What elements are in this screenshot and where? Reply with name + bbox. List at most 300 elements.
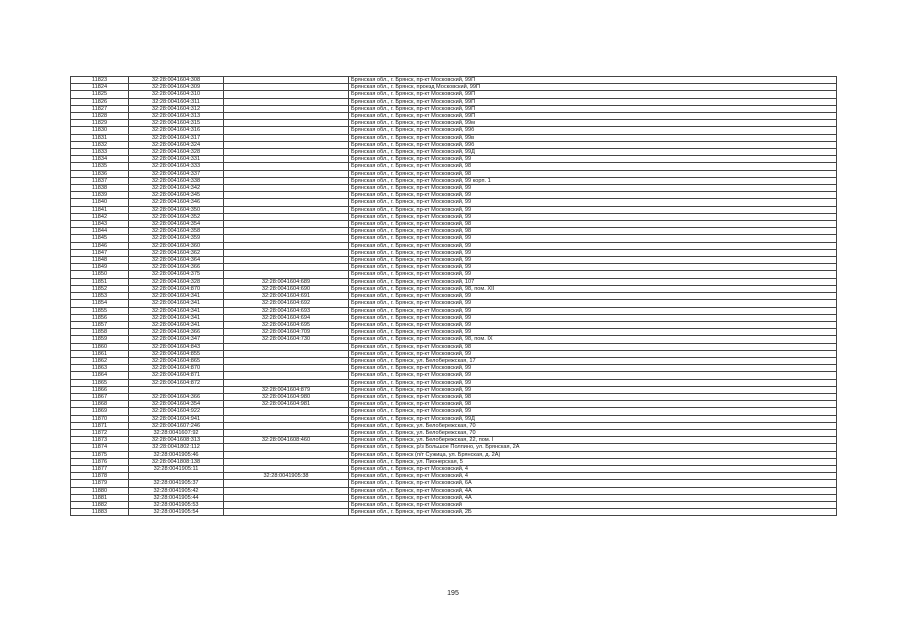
- table-row: [71, 264, 837, 271]
- linked-cadastral-number-cell: 32:28:0041604:879: [224, 386, 349, 393]
- cadastral-number-cell: 32:28:0041604:328: [129, 149, 224, 156]
- linked-cadastral-number-cell: [224, 451, 349, 458]
- cadastral-number-cell: 32:28:0041905:44: [129, 494, 224, 501]
- address-cell: Брянская обл., г. Брянск, пр-кт Московский, 99: [349, 264, 837, 271]
- linked-cadastral-number-cell: 32:28:0041604:709: [224, 329, 349, 336]
- cadastral-number-cell: 32:28:0041604:337: [129, 170, 224, 177]
- cadastral-number-cell: 32:28:0041604:872: [129, 379, 224, 386]
- table-row: [71, 278, 837, 285]
- table-row: [71, 177, 837, 184]
- cadastral-number-cell: 32:28:0041604:316: [129, 127, 224, 134]
- cadastral-number-cell: 32:28:0041905:37: [129, 480, 224, 487]
- cadastral-number-cell: [129, 473, 224, 480]
- linked-cadastral-number-cell: [224, 465, 349, 472]
- cadastral-number-cell: 32:28:0041604:941: [129, 415, 224, 422]
- cadastral-number-cell: 32:28:0041604:313: [129, 113, 224, 120]
- address-cell: Брянская обл., г. Брянск, пр-кт Московский, 99: [349, 185, 837, 192]
- table-row: [71, 473, 837, 480]
- row-number-cell: 11859: [71, 336, 129, 343]
- row-number-cell: 11852: [71, 285, 129, 292]
- table-row: [71, 228, 837, 235]
- table-row: [71, 91, 837, 98]
- cadastral-number-cell: 32:28:0041604:338: [129, 177, 224, 184]
- row-number-cell: 11872: [71, 429, 129, 436]
- table-row: [71, 257, 837, 264]
- cadastral-number-cell: 32:28:0041604:310: [129, 91, 224, 98]
- linked-cadastral-number-cell: 32:28:0041608:460: [224, 437, 349, 444]
- table-row: [71, 192, 837, 199]
- linked-cadastral-number-cell: 32:28:0041604:981: [224, 401, 349, 408]
- address-cell: Брянская обл., г. Брянск, пр-кт Московский, 99: [349, 350, 837, 357]
- cadastral-number-cell: 32:28:0041604:360: [129, 242, 224, 249]
- row-number-cell: 11881: [71, 494, 129, 501]
- table-row: [71, 113, 837, 120]
- linked-cadastral-number-cell: [224, 221, 349, 228]
- row-number-cell: 11878: [71, 473, 129, 480]
- address-cell: Брянская обл., г. Брянск, пр-кт Московский, 99: [349, 242, 837, 249]
- address-cell: Брянская обл., г. Брянск, ул. Пионерская, 5: [349, 458, 837, 465]
- address-cell: Брянская обл., г. Брянск, пр-кт Московский, 99: [349, 249, 837, 256]
- address-cell: Брянская обл., г. Брянск (п/т Сужица, ул. Брянская, д. 2А): [349, 451, 837, 458]
- table-row: [71, 185, 837, 192]
- row-number-cell: 11865: [71, 379, 129, 386]
- table-row: [71, 206, 837, 213]
- linked-cadastral-number-cell: [224, 429, 349, 436]
- row-number-cell: 11847: [71, 249, 129, 256]
- row-number-cell: 11874: [71, 444, 129, 451]
- address-cell: Брянская обл., г. Брянск, пр-кт Московский, 99: [349, 408, 837, 415]
- linked-cadastral-number-cell: [224, 91, 349, 98]
- row-number-cell: 11828: [71, 113, 129, 120]
- cadastral-number-cell: 32:28:0041604:359: [129, 235, 224, 242]
- row-number-cell: 11833: [71, 149, 129, 156]
- linked-cadastral-number-cell: 32:28:0041604:689: [224, 278, 349, 285]
- linked-cadastral-number-cell: [224, 235, 349, 242]
- row-number-cell: 11876: [71, 458, 129, 465]
- row-number-cell: 11868: [71, 401, 129, 408]
- linked-cadastral-number-cell: [224, 192, 349, 199]
- linked-cadastral-number-cell: [224, 480, 349, 487]
- table-row: [71, 149, 837, 156]
- cadastral-number-cell: 32:28:0041808:138: [129, 458, 224, 465]
- table-row: [71, 509, 837, 516]
- linked-cadastral-number-cell: 32:28:0041604:691: [224, 293, 349, 300]
- row-number-cell: 11831: [71, 134, 129, 141]
- cadastral-table: [70, 76, 837, 516]
- linked-cadastral-number-cell: 32:28:0041604:693: [224, 307, 349, 314]
- linked-cadastral-number-cell: [224, 113, 349, 120]
- address-cell: Брянская обл., г. Брянск, пр-кт Московский, 99б: [349, 141, 837, 148]
- cadastral-number-cell: 32:28:0041604:308: [129, 77, 224, 84]
- address-cell: Брянская обл., г. Брянск, пр-кт Московский, 107: [349, 278, 837, 285]
- row-number-cell: 11840: [71, 199, 129, 206]
- cadastral-number-cell: 32:28:0041604:366: [129, 264, 224, 271]
- address-cell: Брянская обл., г. Брянск, пр-кт Московский, 98: [349, 393, 837, 400]
- linked-cadastral-number-cell: 32:28:0041604:690: [224, 285, 349, 292]
- cadastral-number-cell: 32:28:0041604:341: [129, 293, 224, 300]
- table-row: [71, 285, 837, 292]
- row-number-cell: 11836: [71, 170, 129, 177]
- cadastral-number-cell: 32:28:0041604:346: [129, 199, 224, 206]
- cadastral-number-cell: 32:28:0041604:375: [129, 271, 224, 278]
- table-row: [71, 458, 837, 465]
- row-number-cell: 11860: [71, 343, 129, 350]
- linked-cadastral-number-cell: [224, 357, 349, 364]
- table-row: [71, 444, 837, 451]
- linked-cadastral-number-cell: [224, 120, 349, 127]
- table-row: [71, 501, 837, 508]
- table-row: [71, 329, 837, 336]
- table-row: [71, 451, 837, 458]
- address-cell: Брянская обл., г. Брянск, пр-кт Московский, 98: [349, 228, 837, 235]
- linked-cadastral-number-cell: [224, 170, 349, 177]
- address-cell: Брянская обл., г. Брянск, пр-кт Московский, 99: [349, 257, 837, 264]
- row-number-cell: 11862: [71, 357, 129, 364]
- address-cell: Брянская обл., г. Брянск, пр-кт Московский, 99б: [349, 127, 837, 134]
- table-row: [71, 77, 837, 84]
- cadastral-number-cell: 32:28:0041604:312: [129, 105, 224, 112]
- row-number-cell: 11832: [71, 141, 129, 148]
- cadastral-number-cell: 32:28:0041604:354: [129, 221, 224, 228]
- address-cell: Брянская обл., г. Брянск, пр-кт Московский, 99: [349, 293, 837, 300]
- address-cell: Брянская обл., г. Брянск, пр-кт Московский, 4: [349, 465, 837, 472]
- row-number-cell: 11838: [71, 185, 129, 192]
- cadastral-number-cell: 32:28:0041604:366: [129, 393, 224, 400]
- table-row: [71, 350, 837, 357]
- cadastral-number-cell: 32:28:0041604:333: [129, 163, 224, 170]
- address-cell: Брянская обл., г. Брянск, ул. Белобережская, 70: [349, 429, 837, 436]
- linked-cadastral-number-cell: [224, 177, 349, 184]
- address-cell: Брянская обл., г. Брянск, пр-кт Московский, 4: [349, 473, 837, 480]
- linked-cadastral-number-cell: [224, 249, 349, 256]
- linked-cadastral-number-cell: [224, 185, 349, 192]
- cadastral-number-cell: 32:28:0041604:922: [129, 408, 224, 415]
- row-number-cell: 11873: [71, 437, 129, 444]
- address-cell: Брянская обл., г. Брянск, пр-кт Московский, 99 корп. 1: [349, 177, 837, 184]
- cadastral-number-cell: 32:28:0041604:341: [129, 314, 224, 321]
- table-row: [71, 401, 837, 408]
- linked-cadastral-number-cell: [224, 501, 349, 508]
- table-row: [71, 242, 837, 249]
- cadastral-number-cell: 32:28:0041604:871: [129, 372, 224, 379]
- row-number-cell: 11850: [71, 271, 129, 278]
- cadastral-number-cell: 32:28:0041604:855: [129, 350, 224, 357]
- row-number-cell: 11848: [71, 257, 129, 264]
- table-row: [71, 199, 837, 206]
- row-number-cell: 11858: [71, 329, 129, 336]
- linked-cadastral-number-cell: [224, 156, 349, 163]
- table-row: [71, 415, 837, 422]
- cadastral-number-cell: 32:28:0041604:341: [129, 321, 224, 328]
- cadastral-number-cell: 32:28:0041604:324: [129, 141, 224, 148]
- address-cell: Брянская обл., г. Брянск, пр-кт Московский, 2Б: [349, 509, 837, 516]
- table-row: [71, 437, 837, 444]
- cadastral-number-cell: 32:28:0041604:843: [129, 343, 224, 350]
- address-cell: Брянская обл., г. Брянск, пр-кт Московский, 99: [349, 206, 837, 213]
- address-cell: Брянская обл., г. Брянск, пр-кт Московский, 99: [349, 199, 837, 206]
- page-number: 195: [447, 590, 459, 597]
- cadastral-number-cell: [129, 386, 224, 393]
- table-row: [71, 422, 837, 429]
- linked-cadastral-number-cell: 32:28:0041604:730: [224, 336, 349, 343]
- row-number-cell: 11843: [71, 221, 129, 228]
- cadastral-number-cell: 32:28:0041905:53: [129, 501, 224, 508]
- address-cell: Брянская обл., г. Брянск, пр-кт Московский, 4А: [349, 487, 837, 494]
- linked-cadastral-number-cell: [224, 199, 349, 206]
- address-cell: Брянская обл., г. Брянск, пр-кт Московский, 99: [349, 386, 837, 393]
- linked-cadastral-number-cell: [224, 494, 349, 501]
- address-cell: Брянская обл., г. Брянск, пр-кт Московский, 4А: [349, 494, 837, 501]
- linked-cadastral-number-cell: [224, 242, 349, 249]
- table-row: [71, 357, 837, 364]
- linked-cadastral-number-cell: [224, 127, 349, 134]
- row-number-cell: 11870: [71, 415, 129, 422]
- cadastral-number-cell: 32:28:0041604:350: [129, 206, 224, 213]
- table-row: [71, 84, 837, 91]
- cadastral-number-cell: 32:28:0041604:870: [129, 285, 224, 292]
- address-cell: Брянская обл., г. Брянск, пр-кт Московский, 98, пом. XII: [349, 285, 837, 292]
- address-cell: Брянская обл., г. Брянск, ул. Белобережская, 17: [349, 357, 837, 364]
- address-cell: Брянская обл., г. Брянск, пр-кт Московский, 99: [349, 235, 837, 242]
- row-number-cell: 11882: [71, 501, 129, 508]
- linked-cadastral-number-cell: 32:28:0041604:695: [224, 321, 349, 328]
- table-row: [71, 307, 837, 314]
- address-cell: Брянская обл., г. Брянск, пр-кт Московский, 99: [349, 307, 837, 314]
- table-row: [71, 379, 837, 386]
- linked-cadastral-number-cell: [224, 458, 349, 465]
- address-cell: Брянская обл., г. Брянск, пр-кт Московский, 98, пом. IX: [349, 336, 837, 343]
- cadastral-number-cell: 32:28:0041604:358: [129, 228, 224, 235]
- row-number-cell: 11883: [71, 509, 129, 516]
- linked-cadastral-number-cell: [224, 372, 349, 379]
- address-cell: Брянская обл., г. Брянск, пр-кт Московский, 99: [349, 271, 837, 278]
- linked-cadastral-number-cell: [224, 149, 349, 156]
- row-number-cell: 11846: [71, 242, 129, 249]
- cadastral-number-cell: 32:28:0041604:362: [129, 249, 224, 256]
- linked-cadastral-number-cell: [224, 365, 349, 372]
- row-number-cell: 11863: [71, 365, 129, 372]
- row-number-cell: 11857: [71, 321, 129, 328]
- table-row: [71, 221, 837, 228]
- row-number-cell: 11844: [71, 228, 129, 235]
- linked-cadastral-number-cell: 32:28:0041905:38: [224, 473, 349, 480]
- cadastral-number-cell: 32:28:0041604:317: [129, 134, 224, 141]
- row-number-cell: 11849: [71, 264, 129, 271]
- linked-cadastral-number-cell: [224, 213, 349, 220]
- address-cell: Брянская обл., г. Брянск, пр-кт Московский, 98: [349, 221, 837, 228]
- cadastral-number-cell: 32:28:0041604:354: [129, 401, 224, 408]
- cadastral-number-cell: 32:28:0041604:345: [129, 192, 224, 199]
- row-number-cell: 11845: [71, 235, 129, 242]
- linked-cadastral-number-cell: [224, 350, 349, 357]
- linked-cadastral-number-cell: [224, 379, 349, 386]
- table-row: [71, 134, 837, 141]
- address-cell: Брянская обл., г. Брянск, пр-кт Московский, 99Д: [349, 149, 837, 156]
- cadastral-number-cell: 32:28:0041604:341: [129, 307, 224, 314]
- table-row: [71, 271, 837, 278]
- table-row: [71, 429, 837, 436]
- address-cell: Брянская обл., г. Брянск, пр-кт Московский, 99П: [349, 98, 837, 105]
- row-number-cell: 11877: [71, 465, 129, 472]
- table-row: [71, 300, 837, 307]
- linked-cadastral-number-cell: [224, 264, 349, 271]
- table-row: [71, 249, 837, 256]
- linked-cadastral-number-cell: [224, 77, 349, 84]
- cadastral-number-cell: 32:28:0041604:309: [129, 84, 224, 91]
- linked-cadastral-number-cell: 32:28:0041604:980: [224, 393, 349, 400]
- linked-cadastral-number-cell: [224, 343, 349, 350]
- address-cell: Брянская обл., г. Брянск, пр-кт Московский, 98: [349, 163, 837, 170]
- table-row: [71, 314, 837, 321]
- linked-cadastral-number-cell: [224, 98, 349, 105]
- cadastral-number-cell: 32:28:0041608:313: [129, 437, 224, 444]
- address-cell: Брянская обл., г. Брянск, пр-кт Московский, 99: [349, 314, 837, 321]
- address-cell: Брянская обл., г. Брянск, ул. Белобережская, 22, пом. I: [349, 437, 837, 444]
- cadastral-number-cell: 32:28:0041607:92: [129, 429, 224, 436]
- cadastral-number-cell: 32:28:0041802:112: [129, 444, 224, 451]
- row-number-cell: 11854: [71, 300, 129, 307]
- linked-cadastral-number-cell: [224, 271, 349, 278]
- row-number-cell: 11880: [71, 487, 129, 494]
- table-row: [71, 141, 837, 148]
- linked-cadastral-number-cell: [224, 134, 349, 141]
- table-row: [71, 127, 837, 134]
- table-row: [71, 321, 837, 328]
- table-row: [71, 365, 837, 372]
- address-cell: Брянская обл., г. Брянск, пр-кт Московский, 99: [349, 213, 837, 220]
- table-row: [71, 480, 837, 487]
- address-cell: Брянская обл., г. Брянск, пр-кт Московский, 99П: [349, 113, 837, 120]
- linked-cadastral-number-cell: [224, 257, 349, 264]
- row-number-cell: 11853: [71, 293, 129, 300]
- table-row: [71, 105, 837, 112]
- cadastral-number-cell: 32:28:0041604:870: [129, 365, 224, 372]
- linked-cadastral-number-cell: [224, 163, 349, 170]
- table-row: [71, 235, 837, 242]
- address-cell: Брянская обл., г. Брянск, пр-кт Московский, 99Д: [349, 415, 837, 422]
- cadastral-number-cell: 32:28:0041604:311: [129, 98, 224, 105]
- address-cell: Брянская обл., г. Брянск, пр-кт Московский, 99: [349, 321, 837, 328]
- linked-cadastral-number-cell: [224, 408, 349, 415]
- row-number-cell: 11825: [71, 91, 129, 98]
- row-number-cell: 11827: [71, 105, 129, 112]
- table-row: [71, 386, 837, 393]
- cadastral-number-cell: 32:28:0041905:46: [129, 451, 224, 458]
- row-number-cell: 11875: [71, 451, 129, 458]
- row-number-cell: 11856: [71, 314, 129, 321]
- address-cell: Брянская обл., г. Брянск, пр-кт Московский, 99: [349, 156, 837, 163]
- cadastral-number-cell: 32:28:0041604:341: [129, 300, 224, 307]
- cadastral-number-cell: 32:28:0041604:366: [129, 329, 224, 336]
- cadastral-number-cell: 32:28:0041604:315: [129, 120, 224, 127]
- cadastral-number-cell: 32:28:0041905:11: [129, 465, 224, 472]
- address-cell: Брянская обл., г. Брянск, пр-кт Московский, 99: [349, 372, 837, 379]
- linked-cadastral-number-cell: 32:28:0041604:694: [224, 314, 349, 321]
- address-cell: Брянская обл., г. Брянск, пр-кт Московский, 98: [349, 170, 837, 177]
- address-cell: Брянская обл., г. Брянск, пр-кт Московский, 99П: [349, 91, 837, 98]
- row-number-cell: 11861: [71, 350, 129, 357]
- table-row: [71, 393, 837, 400]
- address-cell: Брянская обл., г. Брянск, пр-кт Московский, 98: [349, 401, 837, 408]
- row-number-cell: 11829: [71, 120, 129, 127]
- table-row: [71, 163, 837, 170]
- address-cell: Брянская обл., г. Брянск, пр-кт Московский, 99: [349, 365, 837, 372]
- cadastral-number-cell: 32:28:0041604:865: [129, 357, 224, 364]
- address-cell: Брянская обл., г. Брянск, пр-кт Московский, 99в: [349, 134, 837, 141]
- address-cell: Брянская обл., г. Брянск, пр-кт Московский, 98: [349, 343, 837, 350]
- linked-cadastral-number-cell: [224, 415, 349, 422]
- linked-cadastral-number-cell: [224, 206, 349, 213]
- cadastral-number-cell: 32:28:0041607:246: [129, 422, 224, 429]
- row-number-cell: 11826: [71, 98, 129, 105]
- cadastral-number-cell: 32:28:0041905:54: [129, 509, 224, 516]
- table-row: [71, 120, 837, 127]
- table-row: [71, 293, 837, 300]
- table-row: [71, 343, 837, 350]
- cadastral-number-cell: 32:28:0041604:342: [129, 185, 224, 192]
- linked-cadastral-number-cell: [224, 228, 349, 235]
- row-number-cell: 11835: [71, 163, 129, 170]
- table-row: [71, 408, 837, 415]
- address-cell: Брянская обл., г. Брянск, пр-кт Московский, 99: [349, 379, 837, 386]
- address-cell: Брянская обл., г. Брянск, пр-кт Московский, 99м: [349, 120, 837, 127]
- row-number-cell: 11871: [71, 422, 129, 429]
- table-row: [71, 372, 837, 379]
- row-number-cell: 11830: [71, 127, 129, 134]
- row-number-cell: 11867: [71, 393, 129, 400]
- cadastral-number-cell: 32:28:0041604:328: [129, 278, 224, 285]
- linked-cadastral-number-cell: [224, 444, 349, 451]
- linked-cadastral-number-cell: 32:28:0041604:692: [224, 300, 349, 307]
- linked-cadastral-number-cell: [224, 105, 349, 112]
- row-number-cell: 11879: [71, 480, 129, 487]
- row-number-cell: 11824: [71, 84, 129, 91]
- row-number-cell: 11839: [71, 192, 129, 199]
- address-cell: Брянская обл., г. Брянск, пр-кт Московский, 99П: [349, 105, 837, 112]
- address-cell: Брянская обл., г. Брянск, р/з Большое Полпино, ул. Брянская, 2А: [349, 444, 837, 451]
- table-body: [71, 77, 837, 516]
- cadastral-number-cell: 32:28:0041604:364: [129, 257, 224, 264]
- cadastral-number-cell: 32:28:0041905:42: [129, 487, 224, 494]
- row-number-cell: 11869: [71, 408, 129, 415]
- table-row: [71, 170, 837, 177]
- table-row: [71, 98, 837, 105]
- table-row: [71, 156, 837, 163]
- linked-cadastral-number-cell: [224, 422, 349, 429]
- address-cell: Брянская обл., г. Брянск, пр-кт Московский: [349, 501, 837, 508]
- row-number-cell: 11864: [71, 372, 129, 379]
- address-cell: Брянская обл., г. Брянск, пр-кт Московский, 99П: [349, 77, 837, 84]
- address-cell: Брянская обл., г. Брянск, пр-кт Московский, 99: [349, 329, 837, 336]
- table-row: [71, 213, 837, 220]
- row-number-cell: 11837: [71, 177, 129, 184]
- cadastral-number-cell: 32:28:0041604:352: [129, 213, 224, 220]
- row-number-cell: 11842: [71, 213, 129, 220]
- address-cell: Брянская обл., г. Брянск, пр-кт Московский, 6А: [349, 480, 837, 487]
- table-row: [71, 465, 837, 472]
- row-number-cell: 11851: [71, 278, 129, 285]
- linked-cadastral-number-cell: [224, 487, 349, 494]
- address-cell: Брянская обл., г. Брянск, проезд Московский, 99П: [349, 84, 837, 91]
- row-number-cell: 11823: [71, 77, 129, 84]
- row-number-cell: 11866: [71, 386, 129, 393]
- address-cell: Брянская обл., г. Брянск, пр-кт Московский, 99: [349, 300, 837, 307]
- table-row: [71, 487, 837, 494]
- row-number-cell: 11841: [71, 206, 129, 213]
- table-row: [71, 336, 837, 343]
- row-number-cell: 11855: [71, 307, 129, 314]
- linked-cadastral-number-cell: [224, 84, 349, 91]
